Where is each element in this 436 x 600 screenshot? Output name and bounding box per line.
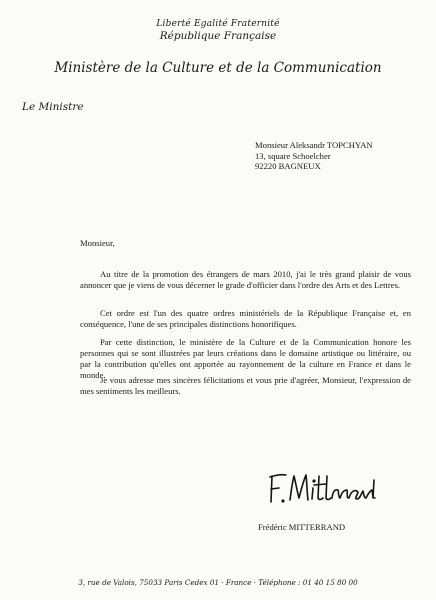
ministry-name: Ministère de la Culture et de la Communication bbox=[54, 60, 382, 76]
republic-motto: Liberté Egalité Fraternité bbox=[156, 19, 280, 29]
office-title: Le Ministre bbox=[22, 101, 84, 113]
recipient-street: 13, square Schoelcher bbox=[255, 150, 331, 161]
salutation: Monsieur, bbox=[80, 238, 115, 248]
signer-name: Frédéric MITTERRAND bbox=[258, 522, 346, 532]
handwritten-signature bbox=[262, 468, 382, 512]
recipient-city: 92220 BAGNEUX bbox=[255, 161, 321, 171]
recipient-address-block bbox=[255, 140, 373, 172]
paragraph-promotion: Au titre de la promotion des étrangers de mars 2010, j'ai le très grand plaisir de vous annoncer que je viens de vous décerner le grade d'officier dans l'ordre des Arts et des Lettres. bbox=[80, 269, 411, 290]
republic-name: République Française bbox=[159, 30, 277, 42]
recipient-name: Monsieur Aleksandr TOPCHYAN bbox=[255, 140, 373, 150]
paragraph-closing: Je vous adresse mes sincères félicitations et vous prie d'agréer, Monsieur, l'expression de mes sentiments les meilleurs. bbox=[80, 375, 411, 396]
signature-icon bbox=[262, 468, 382, 512]
ministry-address-footer: 3, rue de Valois, 75033 Paris Cedex 01 · France · Téléphone : 01 40 15 80 00 bbox=[78, 578, 358, 587]
paragraph-distinction: Par cette distinction, le ministère de la Culture et de la Communication honore les personnes qui se sont illustrées par leurs créations dans le domaine artistique ou littéraire, ou par la contribution qu'elles ont apportée au rayonnement de la culture en France et dans le monde. bbox=[80, 337, 411, 380]
paragraph-order: Cet ordre est l'un des quatre ordres ministériels de la République Française et, en conséquence, l'une de ses principales distinctions honorifiques. bbox=[80, 308, 411, 329]
